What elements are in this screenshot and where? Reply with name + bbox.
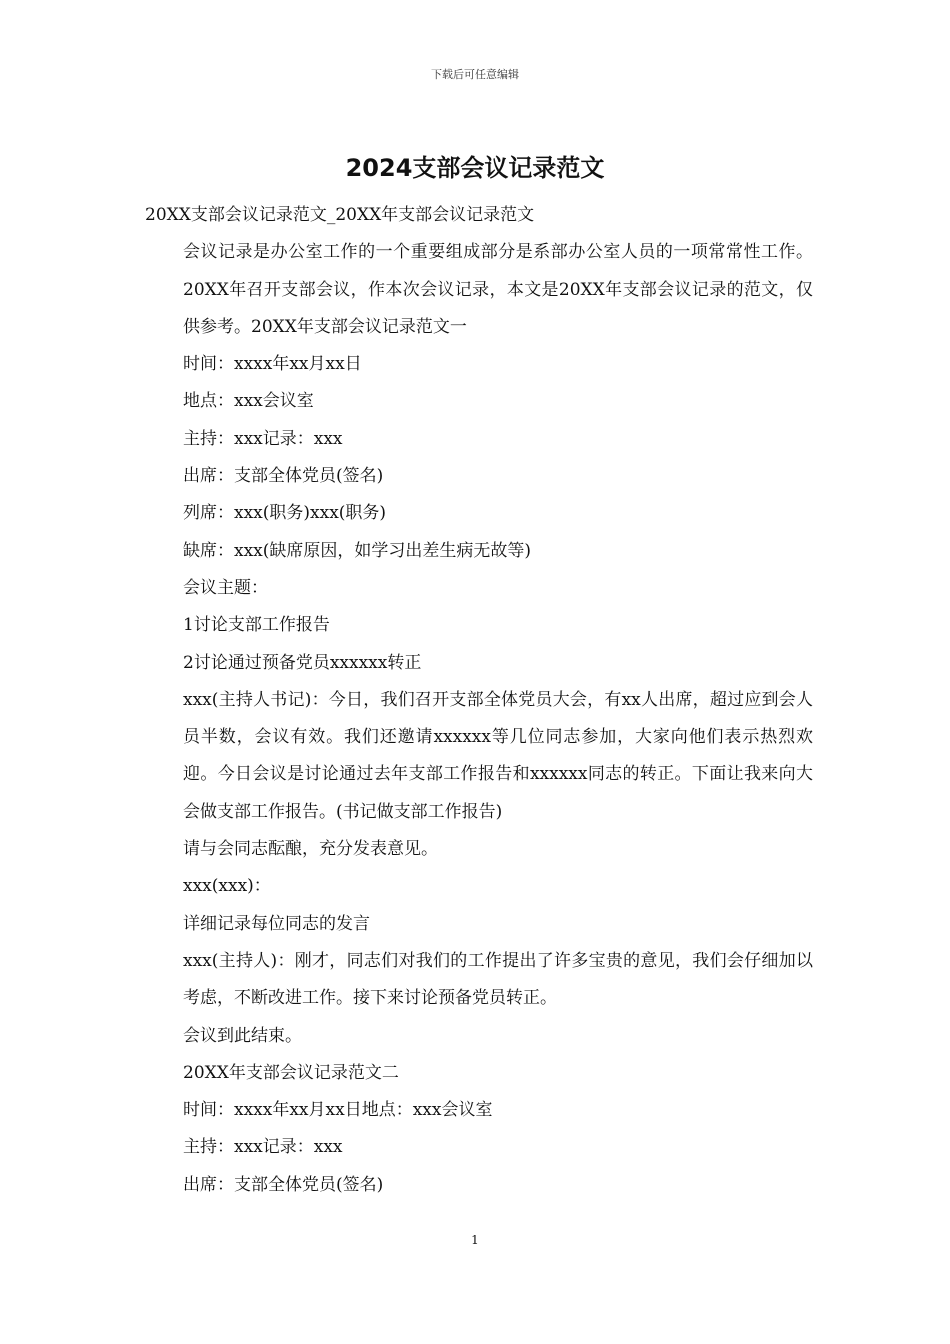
meeting-attendees: 出席：支部全体党员(签名) — [183, 466, 384, 487]
meeting-time: 时间：xxxx年xx月xx日 — [183, 354, 362, 375]
subtitle-line: 20XX支部会议记录范文_20XX年支部会议记录范文 — [145, 205, 535, 225]
discussion-invite: 请与会同志酝酿，充分发表意见。 — [183, 839, 438, 860]
topic-item-2: 2讨论通过预备党员xxxxxx转正 — [183, 652, 422, 673]
meeting-location: 地点：xxx会议室 — [183, 391, 314, 412]
header-note: 下载后可任意编辑 — [431, 68, 519, 81]
record-note: 详细记录每位同志的发言 — [183, 913, 370, 934]
section-two-host: 主持：xxx记录：xxx — [183, 1137, 343, 1158]
speaker-line: xxx(xxx)： — [183, 876, 271, 897]
document-title: 2024支部会议记录范文 — [345, 154, 605, 182]
page-number: 1 — [471, 1233, 479, 1247]
meeting-host: 主持：xxx记录：xxx — [183, 428, 343, 449]
section-two-attendees: 出席：支部全体党员(签名) — [183, 1174, 384, 1195]
host-closing-paragraph: xxx(主持人)：刚才，同志们对我们的工作提出了许多宝贵的意见，我们会仔细加以考虑，不断改进工作。接下来讨论预备党员转正。 — [183, 950, 813, 1009]
section-two-time-location: 时间：xxxx年xx月xx日地点：xxx会议室 — [183, 1100, 493, 1121]
intro-paragraph: 会议记录是办公室工作的一个重要组成部分是系部办公室人员的一项常常性工作。20XX年召开支部会议，作本次会议记录，本文是20XX年支部会议记录的范文，仅供参考。20XX年支部会议记录范文一 — [183, 242, 813, 337]
topic-item-1: 1讨论支部工作报告 — [183, 615, 330, 636]
host-opening-paragraph: xxx(主持人书记)：今日，我们召开支部全体党员大会，有xx人出席，超过应到会人员半数，会议有效。我们还邀请xxxxxx等几位同志参加，大家向他们表示热烈欢迎。今日会议是讨论通过去年支部工作报告和xxxxxx同志的转正。下面让我来向大会做支部工作报告。(书记做支部工作报告) — [183, 689, 813, 822]
meeting-end: 会议到此结束。 — [183, 1025, 302, 1046]
meeting-absentees: 缺席：xxx(缺席原因，如学习出差生病无故等) — [183, 540, 532, 561]
document-body — [145, 197, 813, 1204]
meeting-observers: 列席：xxx(职务)xxx(职务) — [183, 503, 387, 524]
section-two-heading: 20XX年支部会议记录范文二 — [183, 1062, 399, 1083]
meeting-topics-heading: 会议主题： — [183, 577, 268, 598]
